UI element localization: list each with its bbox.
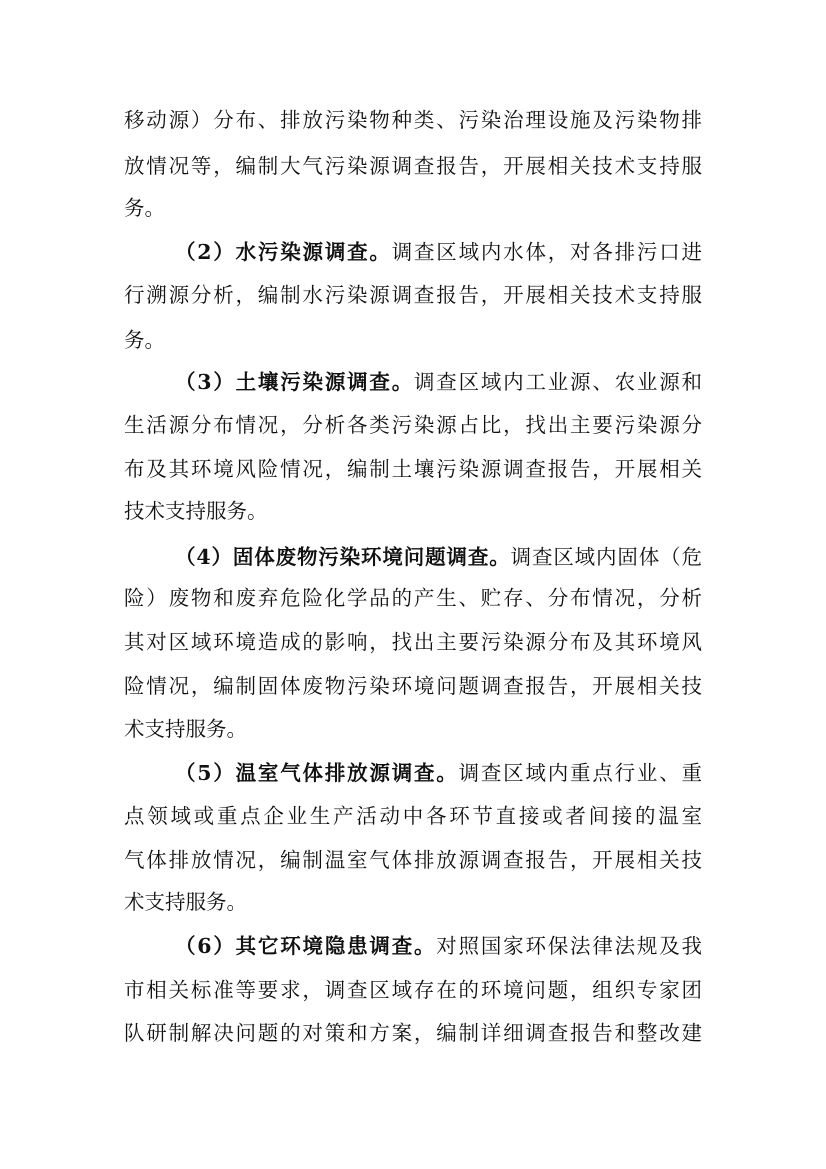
text-line: 务。	[124, 328, 165, 352]
section-heading: （5）温室气体排放源调查。	[175, 761, 459, 785]
text-line: 险情况，编制固体废物污染环境问题调查报告，开展相关技	[124, 674, 702, 698]
section-heading: （3）土壤污染源调查。	[175, 370, 414, 394]
text-line: 队研制解决问题的对策和方案，编制详细调查报告和整改建	[124, 1021, 702, 1045]
section-heading: （4）固体废物污染环境问题调查。	[175, 545, 511, 569]
text-line: 务。	[124, 196, 165, 220]
paragraph-text: 对照国家环保法律法规及我	[436, 934, 703, 958]
text-line: 行溯源分析，编制水污染源调查报告，开展相关技术支持服	[124, 283, 702, 307]
paragraph-first-line	[175, 232, 702, 272]
text-line: 气体排放情况，编制温室气体排放源调查报告，开展相关技	[124, 848, 702, 872]
section-heading: （6）其它环境隐患调查。	[175, 934, 437, 958]
paragraph-text: 调查区域内工业源、农业源和	[413, 370, 702, 394]
paragraph-text: 调查区域内水体，对各排污口进	[391, 240, 703, 264]
text-line: 放情况等，编制大气污染源调查报告，开展相关技术支持服	[124, 154, 702, 178]
text-line: 技术支持服务。	[124, 499, 268, 523]
paragraph-first-line	[175, 537, 702, 577]
paragraph-text: 调查区域内固体（危	[510, 545, 703, 569]
text-line: 险）废物和废弃危险化学品的产生、贮存、分布情况，分析	[124, 586, 702, 610]
section-heading: （2）水污染源调查。	[175, 240, 392, 264]
paragraph-text: 调查区域内重点行业、重	[458, 761, 703, 785]
text-line: 点领域或重点企业生产活动中各环节直接或者间接的温室	[124, 804, 702, 828]
text-line: 移动源）分布、排放污染物种类、污染治理设施及污染物排	[124, 108, 702, 132]
text-line: 布及其环境风险情况，编制土壤污染源调查报告，开展相关	[124, 457, 702, 481]
paragraph-first-line	[175, 753, 702, 793]
text-line: 其对区域环境造成的影响，找出主要污染源分布及其环境风	[124, 630, 702, 654]
paragraph-first-line	[175, 926, 702, 966]
text-line: 市相关标准等要求，调查区域存在的环境问题，组织专家团	[124, 978, 702, 1002]
text-line: 术支持服务。	[124, 717, 247, 741]
text-line: 术支持服务。	[124, 890, 247, 914]
paragraph-first-line	[175, 362, 702, 402]
text-line: 生活源分布情况，分析各类污染源占比，找出主要污染源分	[124, 413, 702, 437]
